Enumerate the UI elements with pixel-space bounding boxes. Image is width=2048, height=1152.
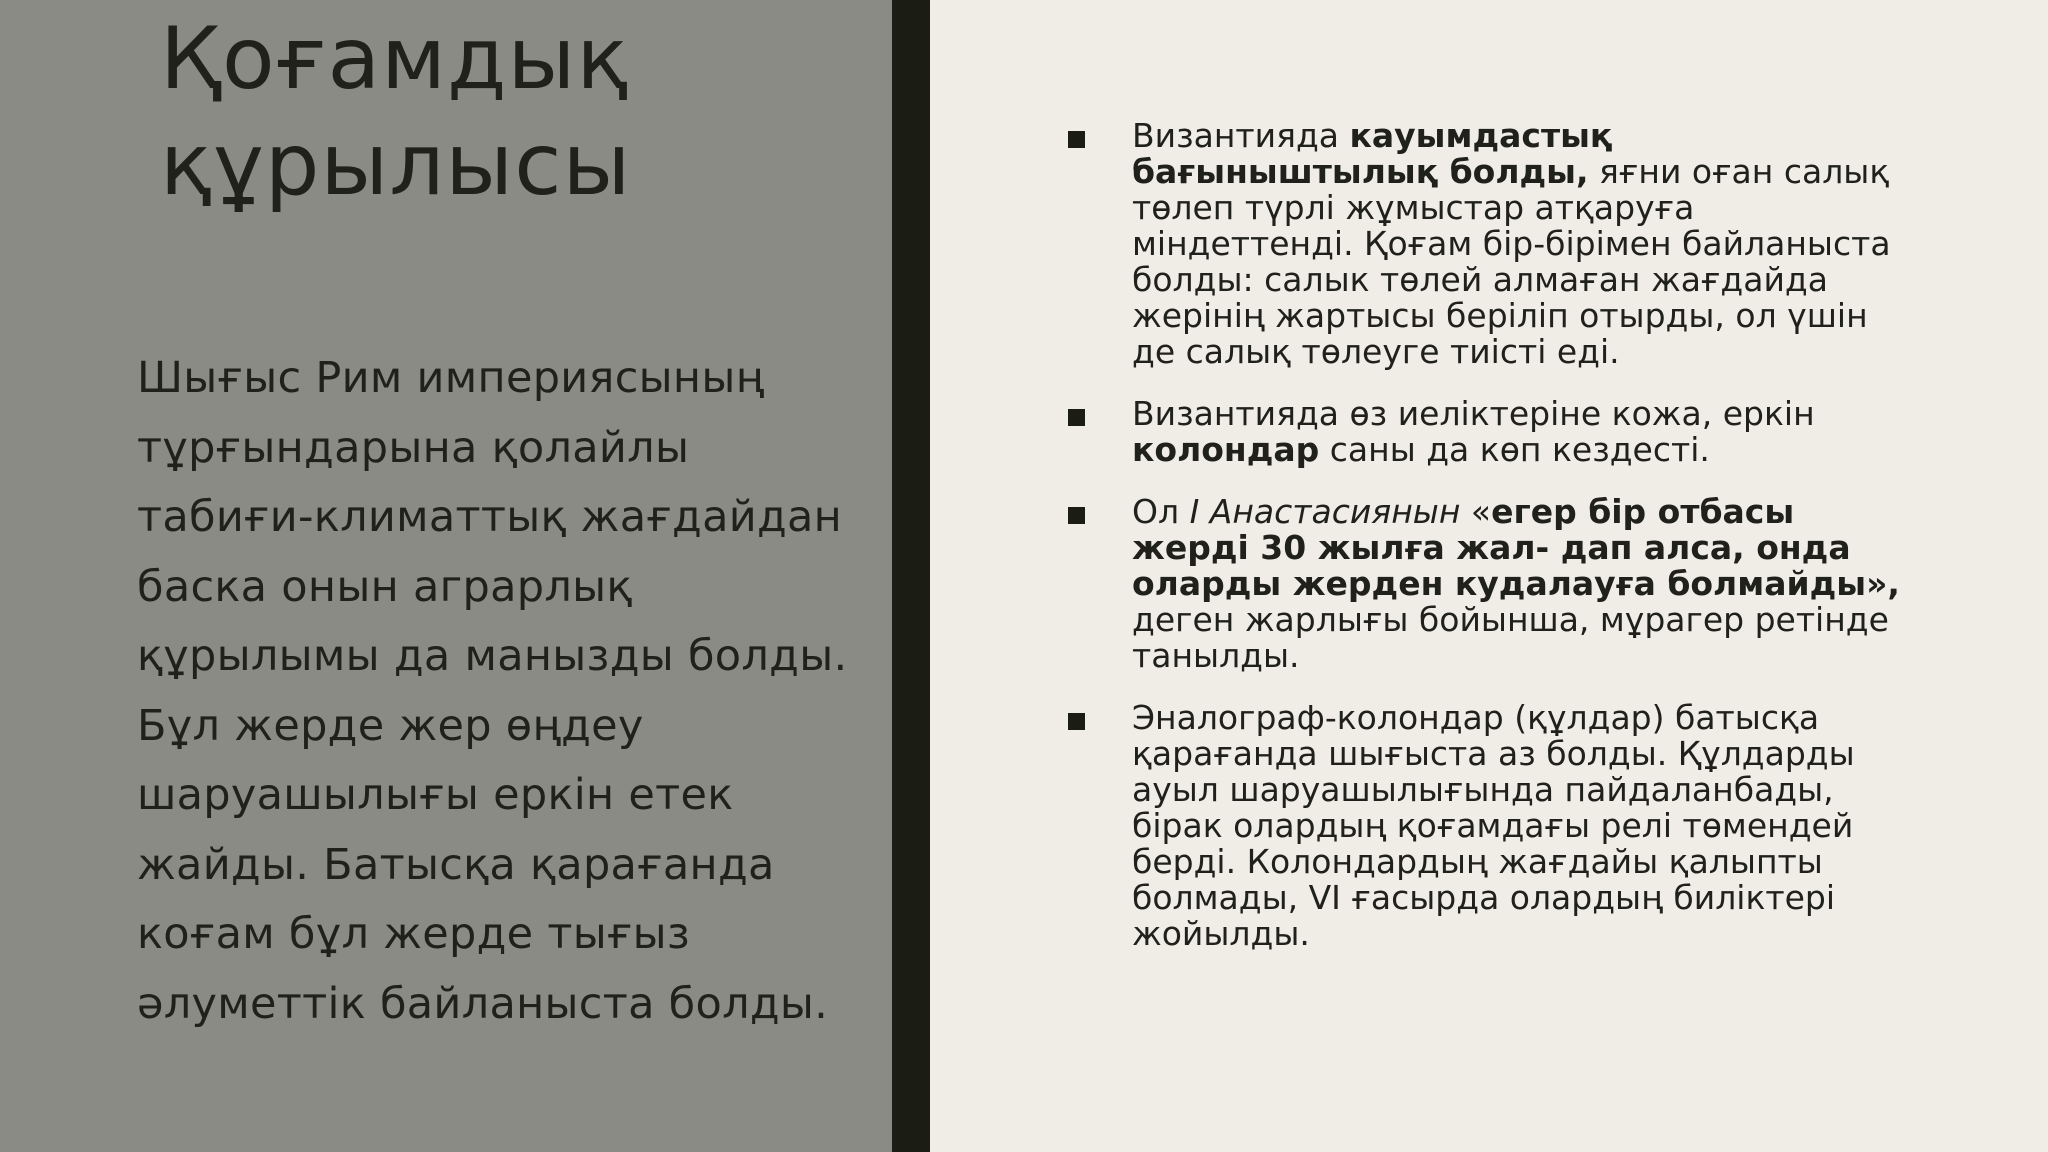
bullet-4-text-1: Эналограф-колондар (құлдар) батысқа қарағанда шығыста аз болды. Құлдарды ауыл шаруашылығында пайдаланбады, бірак олардың қоғамдағы релі төмендей берді. Колондардың жағдайы қалыпты болмады, VI ғасырда олардың биліктері жойылды. xyxy=(1132,698,1855,953)
bullet-list xyxy=(1068,118,1908,978)
bullet-item-4 xyxy=(1068,700,1908,952)
square-bullet-icon xyxy=(1068,507,1085,524)
bullet-item-2 xyxy=(1068,396,1908,468)
bullet-2-text-2: саны да көп кездесті. xyxy=(1319,430,1710,469)
bullet-3-text-1: Ол xyxy=(1132,492,1190,531)
slide-title-line-1: Қоғамдық xyxy=(160,9,630,109)
square-bullet-icon xyxy=(1068,409,1085,426)
slide-title-line-2: құрылысы xyxy=(160,115,632,215)
vertical-divider xyxy=(892,0,930,1152)
bullet-1-text-1: Византияда xyxy=(1132,116,1350,155)
bullet-1-bold: кауымдастық бағыныштылық болды, xyxy=(1132,116,1613,191)
bullet-3-italic: I Анастасиянын xyxy=(1189,492,1461,531)
bullet-2-text-1: Византияда өз иеліктеріне кожа, еркін xyxy=(1132,394,1815,433)
intro-paragraph: Шығыс Рим империясының тұрғындарына қолайлы табиғи-климаттық жағдайдан баска онын аграрлық құрылымы да манызды болды. Бұл жерде жер өңдеу шаруашылығы еркін етек жайды. Батысқа қарағанда коғам бұл жерде тығыз әлуметтік байланыста болды. xyxy=(137,353,848,1029)
slide-title xyxy=(160,6,860,218)
square-bullet-icon xyxy=(1068,131,1085,148)
bullet-item-1 xyxy=(1068,118,1908,370)
bullet-3-text-3: деген жарлығы бойынша, мұрагер ретінде танылды. xyxy=(1132,600,1889,675)
bullet-2-bold: колондар xyxy=(1132,430,1320,469)
bullet-3-bold: егер бір отбасы жерді 30 жылға жал- дап алса, онда оларды жерден кудалауға болмайды», xyxy=(1132,492,1900,603)
square-bullet-icon xyxy=(1068,713,1085,730)
bullet-3-text-2: « xyxy=(1460,492,1492,531)
bullet-1-text-2: яғни оған салық төлеп түрлі жұмыстар атқаруға міндеттенді. Қоғам бір-бірімен байланыста болды: салык төлей алмаған жағдайда жерінің жартысы беріліп отырды, ол үшін де салық төлеуге тиісті еді. xyxy=(1132,152,1891,371)
bullet-item-3 xyxy=(1068,494,1908,674)
